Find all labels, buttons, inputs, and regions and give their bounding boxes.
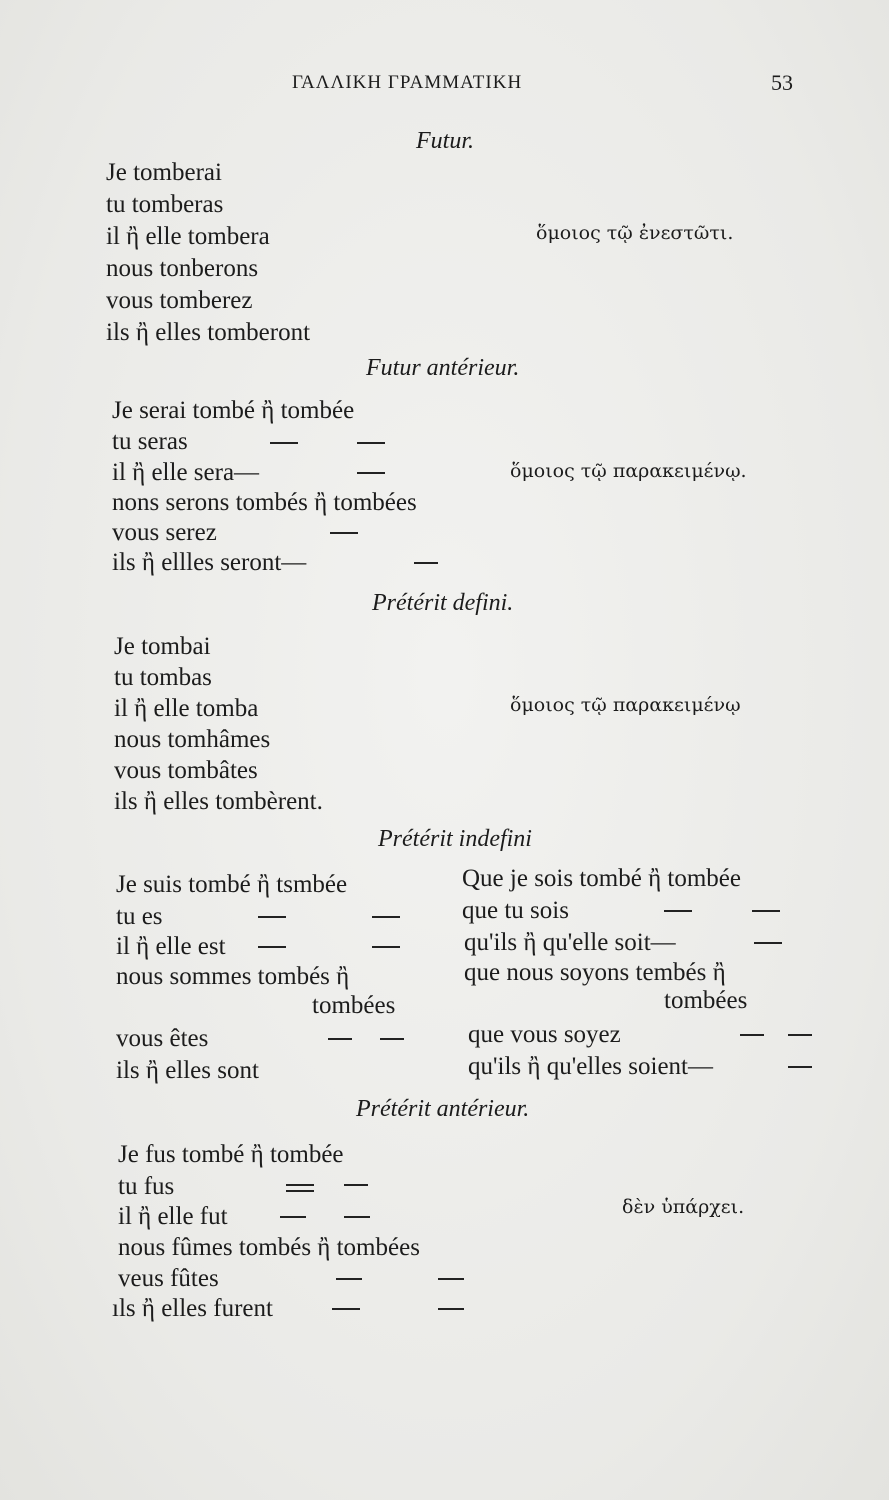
preterit-indefini-right-line-5: tombées: [664, 987, 748, 1014]
preterit-indefini-right-line-7: qu'ils ἢ qu'elles soient—: [468, 1053, 713, 1080]
ditto-dash: [357, 442, 385, 444]
futur-anterieur-line-2: tu seras: [112, 428, 188, 455]
preterit-indefini-left-line-7: ils ἢ elles sont: [116, 1057, 259, 1084]
preterit-indefini-left-line-3: il ἢ elle est: [116, 933, 226, 960]
section-heading-futur: Futur.: [416, 128, 475, 154]
ditto-dash: [344, 1216, 370, 1218]
futur-line-4: nous tonberons: [106, 255, 259, 282]
futur-anterieur-line-1: Je serai tombé ἢ tombée: [112, 397, 355, 424]
ditto-dash: [332, 1308, 360, 1310]
futur-anterieur-line-4: nons serons tombés ἢ tombées: [112, 489, 417, 516]
preterit-indefini-right-line-3: qu'ils ἢ qu'elle soit—: [464, 929, 676, 956]
futur-line-6: ils ἢ elles tomberont: [106, 319, 311, 346]
ditto-dash: [788, 1034, 812, 1036]
futur-anterieur-line-3: il ἢ elle sera—: [112, 459, 260, 486]
preterit-anterieur-line-1: Je fus tombé ἢ tombée: [118, 1141, 344, 1168]
futur-anterieur-line-6: ils ἢ ellles seront—: [112, 549, 307, 576]
ditto-dash: [328, 1038, 352, 1040]
preterit-indefini-right-line-6: que vous soyez: [468, 1021, 621, 1048]
preterit-indefini-right-line-1: Que je sois tombé ἢ tombée: [462, 865, 741, 892]
running-title: ΓΑΛΛΙΚΗ ΓΡΑΜΜΑΤΙΚΗ: [292, 72, 523, 93]
preterit-anterieur-line-6: ıls ἢ elles furent: [112, 1295, 273, 1322]
preterit-anterieur-line-4: nous fûmes tombés ἢ tombées: [118, 1234, 420, 1261]
preterit-indefini-left-line-1: Je suis tombé ἢ tsmbée: [116, 871, 348, 898]
futur-line-1: Je tomberai: [106, 159, 222, 186]
preterit-anterieur-line-2: tu fus: [118, 1173, 175, 1200]
futur-line-2: tu tomberas: [106, 191, 224, 218]
preterit-defini-line-1: Je tombai: [114, 633, 211, 660]
preterit-defini-line-5: vous tombâtes: [114, 757, 258, 784]
preterit-indefini-right-line-4: que nous soyons tembés ἢ: [464, 959, 726, 986]
page-number: 53: [771, 70, 793, 95]
futur-line-5: vous tomberez: [106, 287, 253, 314]
ditto-dash: [414, 562, 438, 564]
show-through-texture: [520, 160, 526, 187]
preterit-indefini-left-line-4: nous sommes tombés ἢ: [116, 963, 350, 990]
ditto-dash: [380, 1038, 404, 1040]
preterit-indefini-right-line-2: que tu sois: [462, 897, 569, 924]
preterit-anterieur-greek-note: δὲν ὑπάρχει.: [622, 1196, 745, 1218]
preterit-defini-line-6: ils ἢ elles tombèrent.: [114, 788, 323, 815]
ditto-dash: [336, 1278, 362, 1280]
ditto-dash: [330, 532, 358, 534]
ditto-dash: [740, 1034, 764, 1036]
ditto-dash: [344, 1184, 368, 1186]
futur-greek-note: ὅμοιος τῷ ἐνεστῶτι.: [536, 222, 734, 244]
section-heading-preterit-anterieur: Prétérit antérieur.: [356, 1096, 530, 1122]
preterit-indefini-left-line-2: tu es: [116, 903, 163, 930]
ditto-dash: [438, 1308, 464, 1310]
ditto-dash: [286, 1190, 314, 1192]
preterit-defini-line-4: nous tomhâmes: [114, 726, 271, 753]
preterit-anterieur-line-5: veus fûtes: [118, 1265, 219, 1292]
ditto-dash: [438, 1278, 464, 1280]
ditto-dash: [754, 942, 782, 944]
section-heading-preterit-defini: Prétérit defini.: [372, 590, 514, 616]
ditto-dash: [752, 910, 780, 912]
ditto-dash: [258, 946, 286, 948]
preterit-defini-line-2: tu tombas: [114, 664, 212, 691]
section-heading-futur-anterieur: Futur antérieur.: [366, 355, 520, 381]
ditto-dash: [270, 442, 298, 444]
preterit-indefini-left-line-5: tombées: [312, 992, 396, 1019]
ditto-dash: [788, 1066, 812, 1068]
futur-line-3: il ἢ elle tombera: [106, 223, 270, 250]
futur-anterieur-line-5: vous serez: [112, 519, 217, 546]
ditto-dash: [286, 1184, 314, 1186]
preterit-anterieur-line-3: il ἢ elle fut: [118, 1203, 228, 1230]
preterit-defini-greek-note: ὅμοιος τῷ παρακειμένῳ: [510, 694, 741, 716]
section-heading-preterit-indefini: Prétérit indefini: [378, 826, 532, 852]
futur-anterieur-greek-note: ὅμοιος τῷ παρακειμένῳ.: [510, 460, 747, 482]
ditto-dash: [357, 472, 385, 474]
ditto-dash: [280, 1216, 306, 1218]
preterit-indefini-left-line-6: vous êtes: [116, 1025, 209, 1052]
ditto-dash: [372, 916, 400, 918]
ditto-dash: [372, 946, 400, 948]
ditto-dash: [258, 916, 286, 918]
ditto-dash: [664, 910, 692, 912]
preterit-defini-line-3: il ἢ elle tomba: [114, 695, 259, 722]
